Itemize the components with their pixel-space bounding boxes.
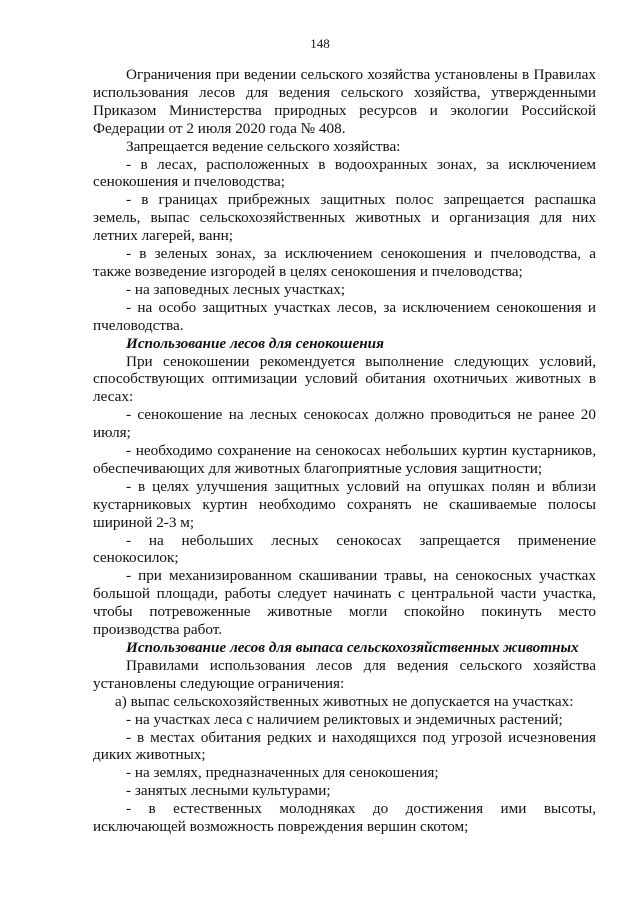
page-number: 148 (310, 36, 330, 51)
paragraph: - в местах обитания редких и находящихся под угрозой исчезновения диких животных; (93, 728, 596, 764)
paragraph: Правилами использования лесов для ведения сельского хозяйства установлены следующие ограничения: (93, 656, 596, 692)
paragraph: - в естественных молодняках до достижения ими высоты, исключающей возможность повреждения вершин скотом; (93, 800, 596, 836)
paragraph: - в границах прибрежных защитных полос запрещается распашка земель, выпас сельскохозяйственных животных и организация для них летних лагерей, ванн; (93, 191, 596, 245)
paragraph: - сенокошение на лесных сенокосах должно проводиться не ранее 20 июля; (93, 406, 596, 442)
paragraph: При сенокошении рекомендуется выполнение следующих условий, способствующих оптимизации условий обитания охотничьих животных в лесах: (93, 352, 596, 406)
paragraph: - в зеленых зонах, за исключением сенокошения и пчеловодства, а также возведение изгородей в целях сенокошения и пчеловодства; (93, 245, 596, 280)
paragraph: Ограничения при ведении сельского хозяйства установлены в Правилах использования лесов для ведения сельского хозяйства, утвержденными Приказом Министерства природных ресурсов и экологии Российской Федерации от 2 июля 2020 года № 408. (93, 66, 596, 137)
paragraph: - на особо защитных участках лесов, за исключением сенокошения и пчеловодства. (93, 298, 596, 334)
paragraph: - при механизированном скашивании травы, на сенокосных участках большой площади, работы следует начинать с центральной части участка, чтобы потревоженные животные могли спокойно покинуть место производства работ. (93, 567, 596, 639)
paragraph: Запрещается ведение сельского хозяйства: (126, 137, 401, 155)
section-heading: Использование лесов для выпаса сельскохозяйственных животных (126, 639, 579, 656)
paragraph: - занятых лесными культурами; (126, 782, 331, 800)
document-body (93, 66, 596, 836)
paragraph: - на землях, предназначенных для сенокошения; (126, 764, 439, 782)
paragraph: а) выпас сельскохозяйственных животных не допускается на участках: (115, 692, 574, 710)
section-heading: Использование лесов для сенокошения (126, 334, 384, 352)
paragraph: - необходимо сохранение на сенокосах небольших куртин кустарников, обеспечивающих для животных благоприятные условия защитности; (93, 442, 596, 477)
paragraph: - в целях улучшения защитных условий на опушках полян и вблизи кустарниковых куртин необходимо сохранять не скашиваемые полосы шириной 2-3 м; (93, 477, 596, 531)
paragraph: - на заповедных лесных участках; (126, 280, 346, 298)
paragraph: - в лесах, расположенных в водоохранных зонах, за исключением сенокошения и пчеловодства; (93, 155, 596, 191)
paragraph: - на небольших лесных сенокосах запрещается применение сенокосилок; (93, 531, 596, 567)
paragraph: - на участках леса с наличием реликтовых и эндемичных растений; (126, 710, 563, 728)
